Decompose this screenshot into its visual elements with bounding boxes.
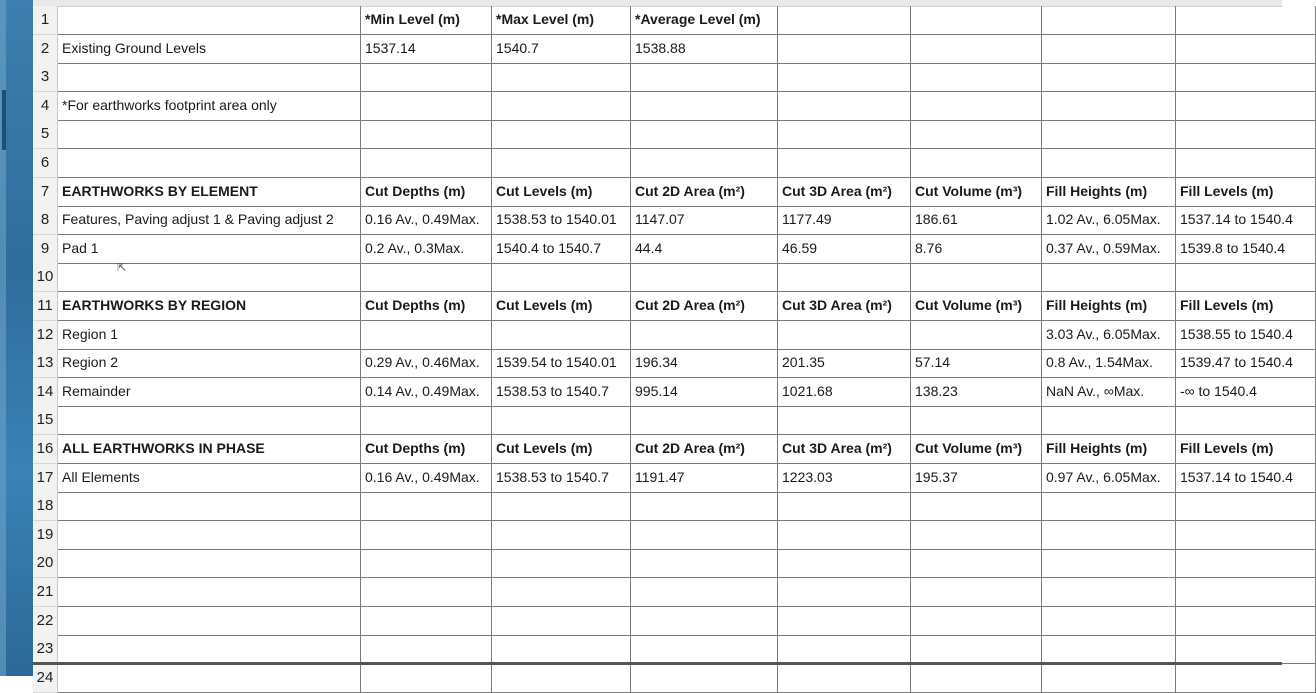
table-cell[interactable] bbox=[911, 263, 1042, 292]
table-cell[interactable] bbox=[1042, 263, 1176, 292]
table-cell[interactable] bbox=[1176, 578, 1316, 607]
grid-bottom-divider bbox=[33, 662, 1282, 665]
table-cell[interactable]: *Average Level (m) bbox=[631, 6, 778, 35]
table-cell[interactable] bbox=[911, 406, 1042, 435]
table-cell[interactable] bbox=[631, 578, 778, 607]
table-cell[interactable] bbox=[911, 6, 1042, 35]
table-cell[interactable] bbox=[361, 521, 492, 550]
pointer-cursor-icon: ⇱ bbox=[117, 262, 127, 274]
table-cell[interactable] bbox=[492, 521, 631, 550]
table-cell[interactable]: Cut 2D Area (m²) bbox=[631, 292, 778, 321]
table-cell[interactable] bbox=[778, 406, 911, 435]
table-cell[interactable] bbox=[361, 578, 492, 607]
row-header[interactable]: 18 bbox=[33, 492, 58, 521]
table-row bbox=[33, 406, 1282, 435]
table-cell[interactable] bbox=[492, 149, 631, 178]
table-cell[interactable]: 8.76 bbox=[911, 235, 1042, 264]
table-cell[interactable]: Region 2 bbox=[58, 349, 361, 378]
row-header[interactable]: 3 bbox=[33, 63, 58, 92]
table-cell[interactable] bbox=[1042, 6, 1176, 35]
table-row bbox=[33, 206, 1293, 235]
table-cell[interactable] bbox=[492, 635, 631, 664]
row-header[interactable]: 11 bbox=[33, 292, 58, 321]
table-row bbox=[33, 664, 1282, 693]
table-cell[interactable] bbox=[1042, 63, 1176, 92]
table-cell[interactable] bbox=[778, 120, 911, 149]
table-cell[interactable] bbox=[631, 321, 778, 350]
table-row bbox=[33, 635, 1282, 664]
row-header[interactable]: 1 bbox=[33, 6, 58, 35]
table-cell[interactable] bbox=[1176, 92, 1316, 121]
table-cell[interactable] bbox=[492, 63, 631, 92]
table-cell[interactable] bbox=[361, 149, 492, 178]
table-cell[interactable]: 196.34 bbox=[631, 349, 778, 378]
table-cell[interactable] bbox=[911, 664, 1042, 693]
table-cell[interactable]: Cut Volume (m³) bbox=[911, 292, 1042, 321]
table-row bbox=[33, 149, 1282, 178]
table-cell[interactable]: 0.2 Av., 0.3Max. bbox=[361, 235, 492, 264]
table-cell[interactable] bbox=[361, 607, 492, 636]
row-header[interactable]: 15 bbox=[33, 406, 58, 435]
table-cell[interactable] bbox=[1042, 607, 1176, 636]
table-cell[interactable]: ALL EARTHWORKS IN PHASE bbox=[58, 435, 361, 464]
row-header[interactable]: 2 bbox=[33, 35, 58, 64]
table-cell[interactable]: Cut 2D Area (m²) bbox=[631, 435, 778, 464]
table-cell[interactable]: 1.02 Av., 6.05Max. bbox=[1042, 206, 1176, 235]
table-cell[interactable] bbox=[631, 521, 778, 550]
row-header[interactable]: 16 bbox=[33, 435, 58, 464]
table-cell[interactable]: 0.97 Av., 6.05Max. bbox=[1042, 464, 1176, 493]
table-row bbox=[33, 521, 1282, 550]
table-cell[interactable]: 995.14 bbox=[631, 378, 778, 407]
table-cell[interactable] bbox=[911, 92, 1042, 121]
table-cell[interactable] bbox=[631, 549, 778, 578]
table-cell[interactable] bbox=[492, 92, 631, 121]
table-cell[interactable] bbox=[58, 521, 361, 550]
table-cell[interactable]: 0.29 Av., 0.46Max. bbox=[361, 349, 492, 378]
row-header[interactable]: 6 bbox=[33, 149, 58, 178]
table-cell[interactable] bbox=[778, 578, 911, 607]
table-cell[interactable]: 1538.53 to 1540.01 bbox=[492, 206, 631, 235]
table-cell[interactable]: 1540.7 bbox=[492, 35, 631, 64]
table-cell[interactable] bbox=[361, 321, 492, 350]
table-cell[interactable] bbox=[1042, 578, 1176, 607]
table-cell[interactable]: Cut Depths (m) bbox=[361, 292, 492, 321]
table-cell[interactable]: 138.23 bbox=[911, 378, 1042, 407]
table-cell[interactable] bbox=[1042, 492, 1176, 521]
table-cell[interactable] bbox=[778, 549, 911, 578]
table-cell[interactable] bbox=[58, 406, 361, 435]
table-cell[interactable] bbox=[1042, 664, 1176, 693]
table-cell[interactable] bbox=[1042, 149, 1176, 178]
table-cell[interactable] bbox=[911, 521, 1042, 550]
table-cell[interactable] bbox=[1176, 406, 1316, 435]
table-cell[interactable]: 1223.03 bbox=[778, 464, 911, 493]
row-header[interactable]: 23 bbox=[33, 635, 58, 664]
spreadsheet[interactable] bbox=[33, 0, 1293, 686]
row-header[interactable]: 14 bbox=[33, 378, 58, 407]
table-cell[interactable]: Cut 3D Area (m²) bbox=[778, 435, 911, 464]
table-cell[interactable]: 1539.54 to 1540.01 bbox=[492, 349, 631, 378]
table-cell[interactable] bbox=[1176, 35, 1316, 64]
table-cell[interactable] bbox=[58, 635, 361, 664]
table-row bbox=[33, 178, 1282, 207]
table-cell[interactable] bbox=[1042, 35, 1176, 64]
table-cell[interactable] bbox=[778, 6, 911, 35]
row-header[interactable]: 13 bbox=[33, 349, 58, 378]
table-row bbox=[33, 464, 1293, 493]
table-cell[interactable] bbox=[911, 35, 1042, 64]
table-cell[interactable]: Cut Levels (m) bbox=[492, 292, 631, 321]
table-cell[interactable] bbox=[1042, 406, 1176, 435]
table-row bbox=[33, 349, 1293, 378]
table-row bbox=[33, 92, 1282, 121]
table-cell[interactable] bbox=[58, 607, 361, 636]
table-cell[interactable] bbox=[1176, 635, 1316, 664]
table-cell[interactable]: Remainder bbox=[58, 378, 361, 407]
table-row bbox=[33, 378, 1282, 407]
table-cell[interactable]: Fill Levels (m) bbox=[1176, 178, 1316, 207]
table-cell[interactable] bbox=[911, 578, 1042, 607]
table-cell[interactable]: Cut Volume (m³) bbox=[911, 178, 1042, 207]
table-cell[interactable] bbox=[1176, 549, 1316, 578]
table-cell[interactable] bbox=[1042, 120, 1176, 149]
table-cell[interactable]: 195.37 bbox=[911, 464, 1042, 493]
row-header[interactable]: 9 bbox=[33, 235, 58, 264]
table-cell[interactable] bbox=[58, 492, 361, 521]
row-header[interactable]: 22 bbox=[33, 607, 58, 636]
table-cell[interactable] bbox=[911, 549, 1042, 578]
table-cell[interactable]: 3.03 Av., 6.05Max. bbox=[1042, 321, 1176, 350]
table-cell[interactable] bbox=[778, 492, 911, 521]
table-cell[interactable]: Cut Levels (m) bbox=[492, 435, 631, 464]
table-cell[interactable] bbox=[58, 578, 361, 607]
table-cell[interactable] bbox=[361, 635, 492, 664]
table-cell[interactable]: Cut Depths (m) bbox=[361, 435, 492, 464]
table-cell[interactable] bbox=[1042, 521, 1176, 550]
table-cell[interactable] bbox=[492, 607, 631, 636]
table-cell[interactable]: 44.4 bbox=[631, 235, 778, 264]
table-cell[interactable] bbox=[492, 549, 631, 578]
table-cell[interactable]: Features, Paving adjust 1 & Paving adjust 2 bbox=[58, 206, 361, 235]
table-cell[interactable] bbox=[1176, 149, 1316, 178]
table-cell[interactable] bbox=[361, 492, 492, 521]
table-cell[interactable] bbox=[631, 607, 778, 636]
table-cell[interactable]: 1537.14 bbox=[361, 35, 492, 64]
table-row bbox=[33, 120, 1282, 149]
table-cell[interactable] bbox=[911, 492, 1042, 521]
table-cell[interactable] bbox=[631, 149, 778, 178]
table-cell[interactable]: Fill Heights (m) bbox=[1042, 292, 1176, 321]
table-cell[interactable] bbox=[361, 406, 492, 435]
table-row bbox=[33, 263, 1282, 292]
table-cell[interactable] bbox=[492, 321, 631, 350]
table-cell[interactable]: 1539.8 to 1540.4 bbox=[1176, 235, 1316, 264]
table-cell[interactable] bbox=[58, 664, 361, 693]
table-cell[interactable] bbox=[911, 149, 1042, 178]
table-cell[interactable]: 1021.68 bbox=[778, 378, 911, 407]
table-row bbox=[33, 6, 1282, 35]
table-cell[interactable]: Cut 3D Area (m²) bbox=[778, 178, 911, 207]
table-cell[interactable]: *Min Level (m) bbox=[361, 6, 492, 35]
table-cell[interactable] bbox=[361, 549, 492, 578]
table-cell[interactable]: 0.16 Av., 0.49Max. bbox=[361, 206, 492, 235]
table-cell[interactable]: Cut 3D Area (m²) bbox=[778, 292, 911, 321]
table-cell[interactable]: 0.14 Av., 0.49Max. bbox=[361, 378, 492, 407]
table-cell[interactable]: 1147.07 bbox=[631, 206, 778, 235]
table-cell[interactable]: Fill Heights (m) bbox=[1042, 178, 1176, 207]
table-cell[interactable] bbox=[58, 549, 361, 578]
table-cell[interactable] bbox=[492, 578, 631, 607]
table-cell[interactable] bbox=[778, 63, 911, 92]
table-cell[interactable] bbox=[778, 35, 911, 64]
table-cell[interactable]: Pad 1 bbox=[58, 235, 361, 264]
table-cell[interactable] bbox=[58, 63, 361, 92]
table-cell[interactable] bbox=[778, 321, 911, 350]
table-cell[interactable] bbox=[778, 149, 911, 178]
table-cell[interactable]: 1538.55 to 1540.4 bbox=[1176, 321, 1316, 350]
table-cell[interactable]: 1537.14 to 1540.4 bbox=[1176, 464, 1316, 493]
row-header[interactable]: 10 bbox=[33, 263, 58, 292]
table-cell[interactable]: 1537.14 to 1540.4 bbox=[1176, 206, 1316, 235]
table-cell[interactable] bbox=[631, 635, 778, 664]
table-cell[interactable] bbox=[631, 120, 778, 149]
table-cell[interactable]: 46.59 bbox=[778, 235, 911, 264]
table-cell[interactable] bbox=[361, 63, 492, 92]
table-cell[interactable] bbox=[631, 263, 778, 292]
table-cell[interactable] bbox=[1176, 492, 1316, 521]
table-cell[interactable]: 57.14 bbox=[911, 349, 1042, 378]
table-cell[interactable]: 186.61 bbox=[911, 206, 1042, 235]
table-cell[interactable]: Fill Heights (m) bbox=[1042, 435, 1176, 464]
row-header[interactable]: 21 bbox=[33, 578, 58, 607]
row-header[interactable]: 17 bbox=[33, 464, 58, 493]
table-cell[interactable]: Cut Volume (m³) bbox=[911, 435, 1042, 464]
table-cell[interactable] bbox=[1176, 120, 1316, 149]
row-header[interactable]: 24 bbox=[33, 664, 58, 693]
table-cell[interactable] bbox=[58, 263, 361, 292]
table-cell[interactable] bbox=[361, 120, 492, 149]
table-cell[interactable]: 1538.53 to 1540.7 bbox=[492, 378, 631, 407]
table-cell[interactable]: Cut Depths (m) bbox=[361, 178, 492, 207]
table-cell[interactable]: 0.37 Av., 0.59Max. bbox=[1042, 235, 1176, 264]
table-cell[interactable] bbox=[911, 120, 1042, 149]
table-cell[interactable] bbox=[1176, 263, 1316, 292]
table-cell[interactable] bbox=[1042, 549, 1176, 578]
table-cell[interactable] bbox=[1176, 6, 1316, 35]
table-row bbox=[33, 492, 1282, 521]
table-cell[interactable]: -∞ to 1540.4 bbox=[1176, 378, 1316, 407]
table-cell[interactable] bbox=[911, 635, 1042, 664]
row-header[interactable]: 19 bbox=[33, 521, 58, 550]
table-row bbox=[33, 549, 1282, 578]
table-cell[interactable] bbox=[58, 120, 361, 149]
table-cell[interactable] bbox=[911, 63, 1042, 92]
table-cell[interactable] bbox=[778, 92, 911, 121]
table-cell[interactable] bbox=[778, 664, 911, 693]
table-cell[interactable]: 1540.4 to 1540.7 bbox=[492, 235, 631, 264]
table-cell[interactable] bbox=[492, 263, 631, 292]
table-row bbox=[33, 435, 1282, 464]
table-cell[interactable]: 1538.88 bbox=[631, 35, 778, 64]
table-cell[interactable] bbox=[1176, 664, 1316, 693]
table-cell[interactable]: Existing Ground Levels bbox=[58, 35, 361, 64]
table-cell[interactable] bbox=[361, 664, 492, 693]
table-cell[interactable] bbox=[1176, 521, 1316, 550]
table-cell[interactable] bbox=[778, 607, 911, 636]
table-cell[interactable]: EARTHWORKS BY REGION bbox=[58, 292, 361, 321]
table-cell[interactable] bbox=[631, 92, 778, 121]
table-cell[interactable]: 1538.53 to 1540.7 bbox=[492, 464, 631, 493]
table-cell[interactable] bbox=[492, 406, 631, 435]
table-row bbox=[33, 63, 1282, 92]
table-cell[interactable]: *For earthworks footprint area only bbox=[58, 92, 361, 121]
row-header[interactable]: 12 bbox=[33, 321, 58, 350]
table-cell[interactable] bbox=[492, 492, 631, 521]
table-cell[interactable] bbox=[492, 664, 631, 693]
table-cell[interactable]: 1177.49 bbox=[778, 206, 911, 235]
table-cell[interactable] bbox=[1176, 63, 1316, 92]
table-cell[interactable] bbox=[492, 120, 631, 149]
table-cell[interactable] bbox=[631, 664, 778, 693]
table-cell[interactable]: Cut 2D Area (m²) bbox=[631, 178, 778, 207]
row-header[interactable]: 7 bbox=[33, 178, 58, 207]
table-cell[interactable]: 201.35 bbox=[778, 349, 911, 378]
table-cell[interactable]: 1191.47 bbox=[631, 464, 778, 493]
table-cell[interactable]: Region 1 bbox=[58, 321, 361, 350]
table-cell[interactable]: *Max Level (m) bbox=[492, 6, 631, 35]
table-cell[interactable] bbox=[58, 149, 361, 178]
table-cell[interactable] bbox=[1176, 607, 1316, 636]
table-cell[interactable] bbox=[1042, 635, 1176, 664]
table-row bbox=[33, 578, 1282, 607]
table-cell[interactable] bbox=[361, 92, 492, 121]
table-cell[interactable]: Fill Levels (m) bbox=[1176, 435, 1316, 464]
desktop-left-edge bbox=[0, 0, 33, 676]
table-cell[interactable] bbox=[58, 6, 361, 35]
table-cell[interactable] bbox=[778, 263, 911, 292]
table-cell[interactable]: 0.8 Av., 1.54Max. bbox=[1042, 349, 1176, 378]
table-cell[interactable] bbox=[1042, 92, 1176, 121]
table-cell[interactable]: Cut Levels (m) bbox=[492, 178, 631, 207]
table-row bbox=[33, 235, 1286, 264]
table-row bbox=[33, 35, 1282, 64]
table-cell[interactable]: 1539.47 to 1540.4 bbox=[1176, 349, 1316, 378]
row-header[interactable]: 5 bbox=[33, 120, 58, 149]
table-cell[interactable]: NaN Av., ∞Max. bbox=[1042, 378, 1176, 407]
table-cell[interactable]: EARTHWORKS BY ELEMENT bbox=[58, 178, 361, 207]
table-cell[interactable]: All Elements bbox=[58, 464, 361, 493]
table-cell[interactable] bbox=[631, 492, 778, 521]
table-row bbox=[33, 292, 1282, 321]
desktop-mark bbox=[2, 90, 6, 150]
table-cell[interactable] bbox=[911, 607, 1042, 636]
table-row bbox=[33, 607, 1282, 636]
row-header[interactable]: 4 bbox=[33, 92, 58, 121]
table-cell[interactable]: Fill Levels (m) bbox=[1176, 292, 1316, 321]
table-row bbox=[33, 321, 1293, 350]
row-header[interactable]: 8 bbox=[33, 206, 58, 235]
table-cell[interactable] bbox=[778, 635, 911, 664]
row-header[interactable]: 20 bbox=[33, 549, 58, 578]
table-cell[interactable]: 0.16 Av., 0.49Max. bbox=[361, 464, 492, 493]
table-cell[interactable] bbox=[631, 63, 778, 92]
table-cell[interactable] bbox=[778, 521, 911, 550]
table-cell[interactable] bbox=[361, 263, 492, 292]
table-cell[interactable] bbox=[631, 406, 778, 435]
table-cell[interactable] bbox=[911, 321, 1042, 350]
